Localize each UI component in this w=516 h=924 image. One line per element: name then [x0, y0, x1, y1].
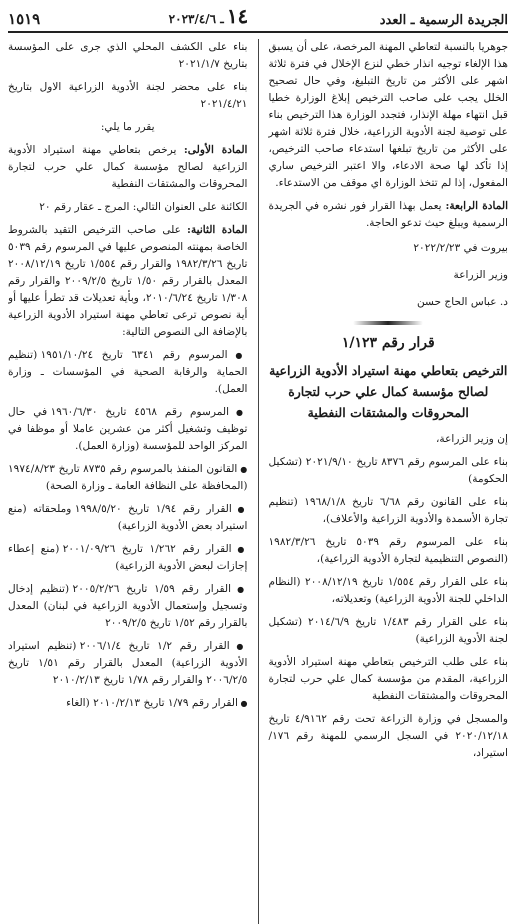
- list-item: بناء على المرسوم رقم ٥٠٣٩ تاريخ ١٩٨٢/٣/٢٦ (النصوص التنظيمية لتجارة الأدوية الزراعية)،: [268, 536, 508, 565]
- page-header: [8, 6, 508, 28]
- list-item: بناء على القانون رقم ٦/٦٨ تاريخ ١٩٦٨/١/٨ (تنظيم تجارة الأسمدة والأدوية الزراعية والأعلاف)،: [268, 496, 508, 525]
- section-divider: [353, 321, 423, 325]
- bullet-item: ● القرار رقم ١/٩٤ تاريخ ١٩٩٨/٥/٢٠ وملحقاته (منع استيراد بعض الأدوية الزراعية): [8, 501, 248, 535]
- issue-number: ١٤ـ ٢٠٢٣/٤/٦: [168, 4, 249, 28]
- left-column: [8, 39, 248, 924]
- page-number: ١٥١٩: [8, 10, 41, 28]
- article-1: المادة الأولى: يرخص بتعاطي مهنة استيراد الأدوية الزراعية لصالح مؤسسة كمال علي حرب لتجارة المحروقات والمشتقات النفطية: [7, 144, 248, 190]
- bullet-item: ● القانون المنفذ بالمرسوم رقم ٨٧٣٥ تاريخ ١٩٧٤/٨/٢٣ (المحافظة على النظافة العامة ـ وزارة الصحة): [8, 461, 248, 495]
- bullet-item: ● القرار رقم ١/٢ تاريخ ٢٠٠٦/١/٤ (تنظيم استيراد الأدوية الزراعية) المعدل بالقرار رقم ١/٥١ تاريخ ٢٠٠٦/٢/٥ والقرار رقم ١/٧٨ تاريخ ٢٠١٠/٢/١٣: [8, 638, 248, 689]
- list-item: بناء على طلب الترخيص بتعاطي مهنة استيراد الأدوية الزراعية، المقدم من مؤسسة كمال علي حرب لتجارة المحروقات والمشتقات النفطية: [268, 656, 508, 702]
- article-4: المادة الرابعة: يعمل بهذا القرار فور نشره في الجريدة الرسمية ويبلغ حيث تدعو الحاجة.: [268, 200, 508, 229]
- header-rule: [8, 31, 508, 33]
- decision-subject: الترخيص بتعاطي مهنة استيراد الأدوية الزراعية لصالح مؤسسة كمال علي حرب لتجارة المحروقات والمشتقات النفطية: [269, 363, 508, 420]
- list-item: بناء على محضر لجنة الأدوية الزراعية الاول بتاريخ ٢٠٢١/٤/٢١: [7, 81, 248, 110]
- address-line: الكائنة على العنوان التالي: المرج ـ عقار رقم ٢٠: [39, 201, 248, 213]
- paragraph: جوهريا بالنسبة لتعاطي المهنة المرخصة، على أن يسبق هذا الإلغاء توجيه انذار خطي لنزع الإخلال في فترة ثلاثة اشهر على الأكثر من تاريخ التبليغ، وفي حال تصحيح الخلل يجب على صاحب الترخيص إبلاغ الوزارة خطيا قبل انتهاء مهلة الإنذار، فتجدد الوزارة هذا الترخيص بناء على توصية لجنة الأدوية الزراعية، خلال فترة ثلاثة اشهر على الأكثر من تاريخ تبلغها استدعاء صاحب الترخيص، إذا تأكد لها صحة الادعاء، والا اعتبر الترخيص ساري المفعول، إذا لم تتخذ الوزارة اي موقف من الاستدعاء.: [268, 41, 508, 189]
- bullet-item: ● القرار رقم ١/٧٩ تاريخ ٢٠١٠/٢/١٣ (الغاء: [8, 695, 248, 712]
- right-column: [268, 39, 508, 924]
- columns: [8, 39, 508, 924]
- article-2: المادة الثانية: على صاحب الترخيص التقيد بالشروط الخاصة بمهنته المنصوص عليها في المرسوم رقم ٥٠٣٩ تاريخ ١٩٨٢/٣/٢٦ والقرار رقم ١/٥٥٤ تاريخ ٢٠٠٨/١٢/١٩ المعدل بالقرار رقم ١/٥٠ تاريخ ٢٠٠٩/٢/٥ والقرار رقم ١/٣٠٨ تاريخ ٢٠١٠/٦/٢٤، وبأية تعديلات قد تطرأ عليها أو أية نصوص ترعى تعاطي مهنة استيراد الأدوية الزراعية بالإضافة الى النصوص التالية:: [7, 224, 248, 338]
- bullet-item: ● القرار رقم ١/٢٦٢ تاريخ ٢٠٠١/٠٩/٢٦ (منع إعطاء إجازات لبعض الأدوية الزراعية): [8, 541, 248, 575]
- list-item: والمسجل في وزارة الزراعة تحت رقم ٤/٩١٦٢ تاريخ ٢٠٢٠/١٢/١٨ في السجل الرسمي للمهنة رقم ١٧٦/استيراد،: [268, 713, 508, 759]
- signature-name: د. عباس الحاج حسن: [416, 296, 508, 308]
- decision-title: قرار رقم ١/١٢٣: [341, 335, 435, 351]
- list-item: بناء على القرار رقم ١/٥٥٤ تاريخ ٢٠٠٨/١٢/١٩ (النظام الداخلي للجنة الأدوية الزراعية) وتعديلاته،: [268, 576, 508, 605]
- list-item: بناء على الكشف المحلي الذي جرى على المؤسسة بتاريخ ٢٠٢١/١/٧: [7, 41, 248, 70]
- signature-block: [268, 240, 508, 311]
- signature-title: وزير الزراعة: [453, 269, 508, 281]
- bullet-item: ● المرسوم رقم ٦٣٤١ تاريخ ١٩٥١/١٠/٢٤ (تنظيم الحماية والرقابة الصحية في المؤسسات ـ وزارة العمل).: [8, 347, 248, 398]
- list-item: بناء على القرار رقم ١/٤٨٣ تاريخ ٢٠١٤/٦/٩ (تشكيل لجنة الأدوية الزراعية): [268, 616, 508, 645]
- bullet-item: ● القرار رقم ١/٥٩ تاريخ ٢٠٠٥/٢/٢٦ (تنظيم إدخال وتسجيل وإستعمال الأدوية الزراعية في لبنان) المعدل بالقرار رقم ١/٥٢ تاريخ ٢٠٠٩/٢/٥: [8, 581, 248, 632]
- decides-line: يقرر ما يلي:: [100, 121, 155, 133]
- column-separator: [258, 39, 259, 924]
- signature-place: بيروت في ٢٠٢٢/٢/٢٣: [413, 242, 508, 254]
- minister-line: إن وزير الزراعة،: [436, 433, 508, 445]
- bullet-item: ● المرسوم رقم ٤٥٦٨ تاريخ ١٩٦٠/٦/٣٠ في حال توظيف وتشغيل أكثر من عشرين عاملا أو موظفا في المركز الواحد للمؤسسة (وزارة العمل).: [8, 404, 248, 455]
- list-item: بناء على المرسوم رقم ٨٣٧٦ تاريخ ٢٠٢١/٩/١٠ (تشكيل الحكومة): [268, 456, 508, 485]
- journal-name: الجريدة الرسمية ـ العدد: [379, 13, 508, 28]
